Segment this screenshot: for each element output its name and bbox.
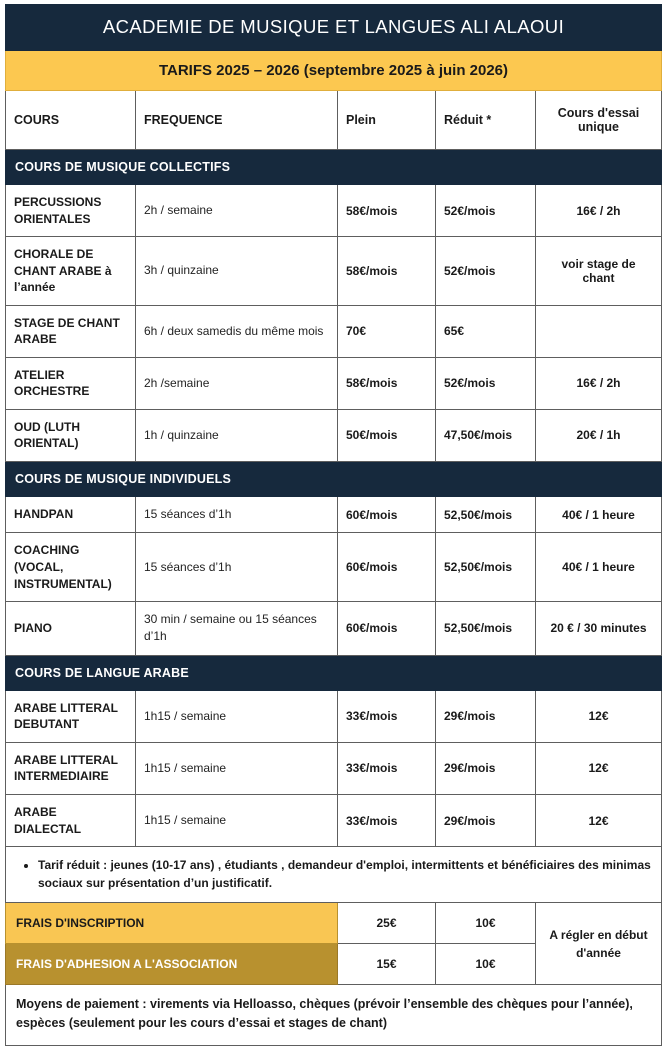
cell-reduced-price: 52,50€/mois: [436, 497, 536, 533]
cell-trial-price: 16€ / 2h: [536, 357, 662, 409]
table-row: [6, 497, 662, 533]
cell-reduced-price: 29€/mois: [436, 795, 536, 847]
column-header-row: [6, 91, 662, 150]
cell-course: HANDPAN: [6, 497, 136, 533]
section-title-arabic-language: COURS DE LANGUE ARABE: [6, 655, 662, 690]
cell-frequency: 15 séances d’1h: [136, 533, 338, 602]
fee-membership-full: 15€: [338, 944, 436, 985]
cell-course: ARABE LITTERAL DEBUTANT: [6, 690, 136, 742]
footnote-list: [16, 856, 651, 892]
table-row: [6, 305, 662, 357]
table-row: [6, 533, 662, 602]
footnote-row: [6, 847, 662, 903]
cell-course: COACHING (VOCAL, INSTRUMENTAL): [6, 533, 136, 602]
table-row: [6, 742, 662, 794]
cell-reduced-price: 52€/mois: [436, 357, 536, 409]
cell-trial-price: 40€ / 1 heure: [536, 497, 662, 533]
table-row: [6, 690, 662, 742]
cell-reduced-price: 52€/mois: [436, 237, 536, 306]
table-row: [6, 357, 662, 409]
cell-full-price: 33€/mois: [338, 742, 436, 794]
table-row: [6, 185, 662, 237]
cell-reduced-price: 29€/mois: [436, 690, 536, 742]
column-header-full-price: Plein: [338, 91, 436, 150]
cell-frequency: 2h /semaine: [136, 357, 338, 409]
fee-label-registration: FRAIS D'INSCRIPTION: [6, 903, 338, 944]
cell-frequency: 1h15 / semaine: [136, 742, 338, 794]
payment-note-row: [6, 985, 662, 1046]
cell-full-price: 58€/mois: [338, 185, 436, 237]
cell-course: PERCUSSIONS ORIENTALES: [6, 185, 136, 237]
fee-label-membership: FRAIS D'ADHESION A L'ASSOCIATION: [6, 944, 338, 985]
cell-full-price: 33€/mois: [338, 795, 436, 847]
cell-frequency: 15 séances d’1h: [136, 497, 338, 533]
column-header-reduced-price: Réduit *: [436, 91, 536, 150]
section-title-individual-music: COURS DE MUSIQUE INDIVIDUELS: [6, 462, 662, 497]
reduced-rate-footnote: [6, 847, 662, 903]
cell-trial-price: 20 € / 30 minutes: [536, 602, 662, 656]
column-header-trial: Cours d'essai unique: [536, 91, 662, 150]
cell-reduced-price: 52€/mois: [436, 185, 536, 237]
cell-course: OUD (LUTH ORIENTAL): [6, 409, 136, 461]
section-header-row: [6, 655, 662, 690]
cell-frequency: 1h / quinzaine: [136, 409, 338, 461]
cell-frequency: 6h / deux samedis du même mois: [136, 305, 338, 357]
table-row: [6, 237, 662, 306]
cell-frequency: 2h / semaine: [136, 185, 338, 237]
pricing-table: [5, 4, 662, 1046]
cell-reduced-price: 52,50€/mois: [436, 533, 536, 602]
fee-registration-full: 25€: [338, 903, 436, 944]
cell-full-price: 33€/mois: [338, 690, 436, 742]
cell-trial-price: 12€: [536, 690, 662, 742]
payment-methods-note: Moyens de paiement : virements via Helloasso, chèques (prévoir l’ensemble des chèques pour l’année), espèces (seulement pour les cours d’essai et stages de chant): [6, 985, 662, 1046]
fee-registration-reduced: 10€: [436, 903, 536, 944]
cell-trial-price: voir stage de chant: [536, 237, 662, 306]
cell-course: ARABE DIALECTAL: [6, 795, 136, 847]
cell-full-price: 60€/mois: [338, 533, 436, 602]
cell-trial-price: [536, 305, 662, 357]
cell-reduced-price: 47,50€/mois: [436, 409, 536, 461]
table-row: [6, 409, 662, 461]
cell-full-price: 58€/mois: [338, 357, 436, 409]
cell-trial-price: 40€ / 1 heure: [536, 533, 662, 602]
tariff-period-subtitle: TARIFS 2025 – 2026 (septembre 2025 à juin 2026): [6, 51, 662, 91]
cell-course: CHORALE DE CHANT ARABE à l’année: [6, 237, 136, 306]
cell-reduced-price: 29€/mois: [436, 742, 536, 794]
section-header-row: [6, 150, 662, 185]
cell-course: STAGE DE CHANT ARABE: [6, 305, 136, 357]
fee-membership-reduced: 10€: [436, 944, 536, 985]
footnote-item: • Tarif réduit : jeunes (10-17 ans) , étudiants , demandeur d'emploi, intermittents et bénéficiaires des minimas sociaux sur présentation d’un justificatif.: [38, 856, 651, 892]
cell-full-price: 70€: [338, 305, 436, 357]
fee-payment-timing-note: A régler en début d'année: [536, 903, 662, 985]
cell-full-price: 60€/mois: [338, 602, 436, 656]
cell-trial-price: 12€: [536, 742, 662, 794]
fee-row-registration: [6, 903, 662, 944]
cell-trial-price: 16€ / 2h: [536, 185, 662, 237]
cell-full-price: 60€/mois: [338, 497, 436, 533]
subtitle-row: [6, 51, 662, 91]
cell-course: PIANO: [6, 602, 136, 656]
column-header-course: COURS: [6, 91, 136, 150]
cell-trial-price: 20€ / 1h: [536, 409, 662, 461]
cell-trial-price: 12€: [536, 795, 662, 847]
academy-title: ACADEMIE DE MUSIQUE ET LANGUES ALI ALAOUI: [6, 5, 662, 51]
cell-frequency: 3h / quinzaine: [136, 237, 338, 306]
table-row: [6, 795, 662, 847]
title-row: [6, 5, 662, 51]
cell-full-price: 50€/mois: [338, 409, 436, 461]
section-title-collective-music: COURS DE MUSIQUE COLLECTIFS: [6, 150, 662, 185]
cell-frequency: 30 min / semaine ou 15 séances d’1h: [136, 602, 338, 656]
cell-reduced-price: 52,50€/mois: [436, 602, 536, 656]
cell-course: ARABE LITTERAL INTERMEDIAIRE: [6, 742, 136, 794]
table-row: [6, 602, 662, 656]
section-header-row: [6, 462, 662, 497]
cell-reduced-price: 65€: [436, 305, 536, 357]
cell-full-price: 58€/mois: [338, 237, 436, 306]
column-header-frequency: FREQUENCE: [136, 91, 338, 150]
cell-frequency: 1h15 / semaine: [136, 795, 338, 847]
cell-frequency: 1h15 / semaine: [136, 690, 338, 742]
cell-course: ATELIER ORCHESTRE: [6, 357, 136, 409]
